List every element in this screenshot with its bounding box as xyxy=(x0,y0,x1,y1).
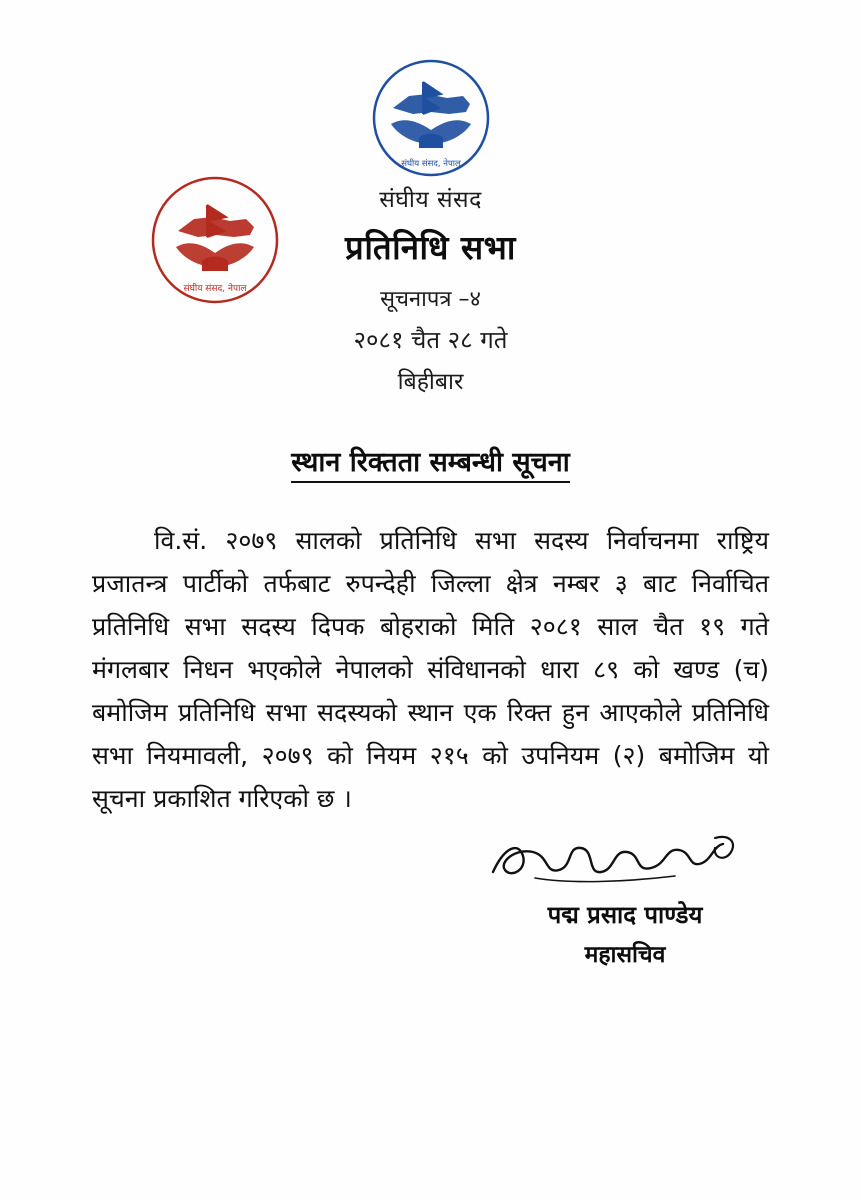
svg-text:संघीय संसद, नेपाल: संघीय संसद, नेपाल xyxy=(400,159,461,169)
notice-date: २०८१ चैत २८ गते xyxy=(353,326,508,354)
document-title: प्रतिनिधि सभा xyxy=(345,228,516,267)
handwritten-signature-icon xyxy=(455,826,795,896)
nepal-parliament-emblem-blue-icon xyxy=(371,58,491,178)
signatory-name: पद्म प्रसाद पाण्डेय xyxy=(547,901,703,929)
signature-block xyxy=(455,826,795,969)
signatory-post: महासचिव xyxy=(584,942,666,968)
notice-subject-text: स्थान रिक्तता सम्बन्धी सूचना xyxy=(291,447,570,483)
notice-number: सूचनापत्र –४ xyxy=(380,287,481,312)
document-header xyxy=(0,0,861,396)
notice-subject xyxy=(0,442,861,479)
notice-day: बिहीबार xyxy=(397,369,464,395)
svg-text:संघीय संसद, नेपाल: संघीय संसद, नेपाल xyxy=(183,284,247,294)
notice-body-text: वि.सं. २०७९ सालको प्रतिनिधि सभा सदस्य निर्वाचनमा राष्ट्रिय प्रजातन्त्र पार्टीको तर्फबाट रुपन्देही जिल्ला क्षेत्र नम्बर ३ बाट निर्वाचित प्रतिनिधि सभा सदस्य दिपक बोहराको मिति २०८१ साल चैत १९ गते मंगलबार निधन भएकोले नेपालको संविधानको धारा ८९ को खण्ड (च) बमोजिम प्रतिनिधि सभा सदस्यको स्थान एक रिक्त हुन आएकोले प्रतिनिधि सभा नियमावली, २०७९ को नियम २१५ को उपनियम (२) बमोजिम यो सूचना प्रकाशित गरिएको छ । xyxy=(92,526,769,813)
notice-body xyxy=(92,519,769,820)
organization-name: संघीय संसद xyxy=(379,187,482,213)
